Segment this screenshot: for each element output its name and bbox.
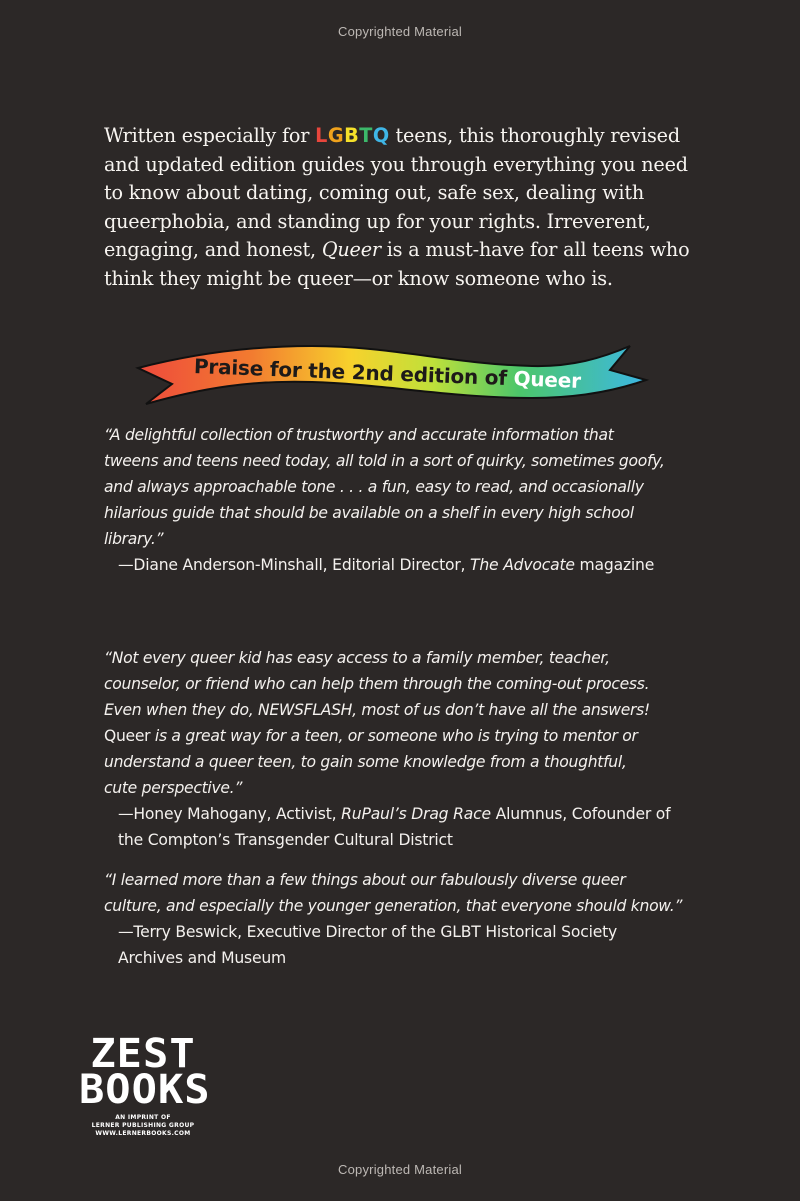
- quote-line: understand a queer teen, to gain some knowledge from a thoughtful,: [104, 753, 627, 771]
- description-text: is a must-have for all teens who: [380, 238, 690, 261]
- copyright-notice-top: Copyrighted Material: [338, 24, 462, 39]
- lgbtq-colored-word: [315, 124, 390, 147]
- description-line: think they might be queer—or know someone who is.: [104, 266, 613, 290]
- attribution-text: —Honey Mahogany, Activist,: [118, 805, 342, 823]
- description-line: and updated edition guides you through everything you need: [104, 152, 688, 176]
- publisher-logo: [78, 1031, 211, 1138]
- banner-text: Praise for the 2nd edition of: [193, 354, 515, 391]
- quote-attribution: —Terry Beswick, Executive Director of the GLBT Historical Society: [118, 923, 618, 941]
- logo-word-books: BOOKS: [78, 1067, 211, 1113]
- book-title: Queer: [321, 238, 381, 261]
- logo-imprint-text: AN IMPRINT OF: [115, 1114, 171, 1121]
- book-title: Queer: [104, 727, 151, 745]
- letter-t: T: [359, 124, 373, 147]
- publication-title: The Advocate: [470, 556, 575, 574]
- quote-line: [104, 723, 784, 749]
- quote-attribution-line2: Archives and Museum: [118, 949, 287, 967]
- quote-attribution-line2: the Compton’s Transgender Cultural District: [118, 831, 453, 849]
- quote-line: hilarious guide that should be available on a shelf in every high school: [104, 504, 634, 522]
- quote-attribution: [104, 552, 784, 578]
- letter-b: B: [344, 124, 360, 147]
- review-quote-3: [104, 867, 784, 971]
- letter-l: L: [315, 124, 328, 147]
- quote-line: tweens and teens need today, all told in a sort of quirky, sometimes goofy,: [104, 452, 665, 470]
- quote-line: “A delightful collection of trustworthy and accurate information that: [104, 426, 614, 444]
- quote-line: culture, and especially the younger generation, that everyone should know.”: [104, 897, 683, 915]
- description-line: queerphobia, and standing up for your rights. Irreverent,: [104, 209, 651, 233]
- quote-attribution: [104, 801, 784, 827]
- copyright-notice-bottom: Copyrighted Material: [338, 1162, 462, 1177]
- description-line: [104, 122, 784, 151]
- description-text: Written especially for: [104, 124, 316, 147]
- letter-g: G: [327, 124, 345, 147]
- quote-line: cute perspective.”: [104, 779, 243, 797]
- book-description: [104, 122, 784, 293]
- review-quote-1: [104, 422, 784, 578]
- quote-line: Even when they do, NEWSFLASH, most of us don’t have all the answers!: [104, 701, 650, 719]
- description-text: teens, this thoroughly revised: [389, 124, 680, 147]
- quote-line: “I learned more than a few things about our fabulously diverse queer: [104, 871, 626, 889]
- quote-line: counselor, or friend who can help them through the coming-out process.: [104, 675, 650, 693]
- quote-text: is a great way for a teen, or someone who is trying to mentor or: [150, 727, 638, 745]
- attribution-text: magazine: [574, 556, 655, 574]
- letter-q: Q: [372, 124, 390, 147]
- attribution-text: —Diane Anderson-Minshall, Editorial Director,: [118, 556, 471, 574]
- review-quote-2: [104, 645, 784, 853]
- praise-banner: [132, 336, 652, 412]
- logo-publisher-text: LERNER PUBLISHING GROUP: [91, 1122, 195, 1129]
- show-title: RuPaul’s Drag Race: [341, 805, 491, 823]
- quote-line: “Not every queer kid has easy access to a family member, teacher,: [104, 649, 610, 667]
- attribution-text: Alumnus, Cofounder of: [490, 805, 671, 823]
- description-line: [104, 236, 784, 265]
- logo-word-zest: ZEST: [90, 1031, 196, 1077]
- description-line: to know about dating, coming out, safe sex, dealing with: [104, 181, 645, 204]
- logo-website-text: WWW.LERNERBOOKS.COM: [95, 1130, 191, 1137]
- quote-line: and always approachable tone . . . a fun, easy to read, and occasionally: [104, 478, 644, 496]
- banner-book-title: Queer: [513, 366, 582, 393]
- quote-line: library.”: [104, 530, 164, 548]
- description-text: engaging, and honest,: [104, 238, 322, 261]
